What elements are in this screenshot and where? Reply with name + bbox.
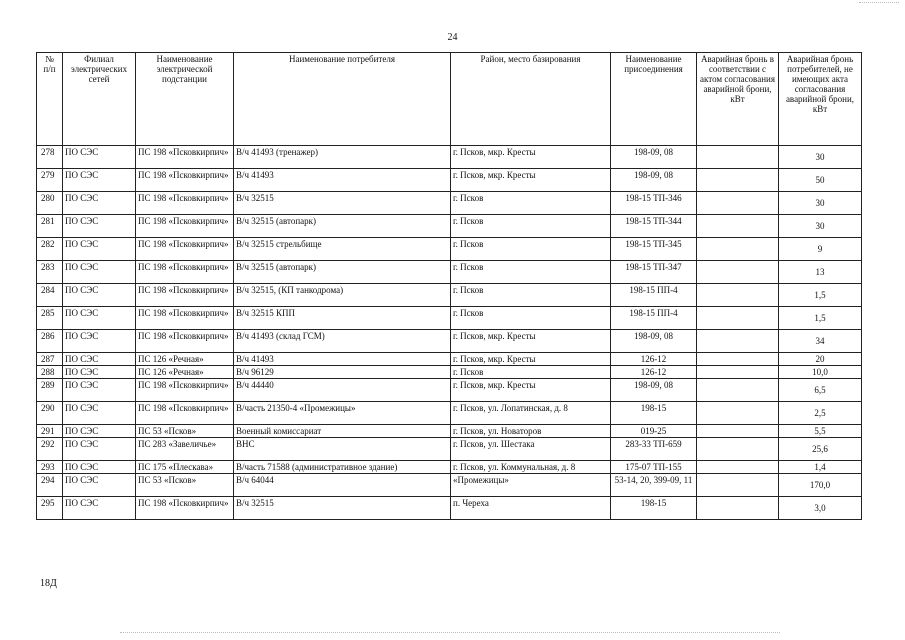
row-substation: ПС 198 «Псковкирпич»: [136, 402, 234, 425]
row-branch: ПО СЭС: [63, 366, 136, 379]
row-location: п. Череха: [451, 497, 611, 520]
row-number: 288: [37, 366, 63, 379]
table-header-row: [37, 53, 862, 146]
table-row: [37, 438, 862, 461]
row-location: г. Псков, ул. Лопатинская, д. 8: [451, 402, 611, 425]
table-row: [37, 461, 862, 474]
row-number: 289: [37, 379, 63, 402]
row-bron-act: [697, 474, 779, 497]
header-connection: Наименование присоединения: [611, 53, 697, 146]
row-consumer: В/ч 44440: [234, 379, 451, 402]
row-substation: ПС 198 «Псковкирпич»: [136, 307, 234, 330]
row-bron-noact: 3,0: [779, 497, 862, 520]
row-connection: 198-09, 08: [611, 146, 697, 169]
row-number: 278: [37, 146, 63, 169]
row-bron-act: [697, 497, 779, 520]
row-consumer: ВНС: [234, 438, 451, 461]
scan-artifact-bottom: [120, 632, 780, 633]
row-substation: ПС 198 «Псковкирпич»: [136, 261, 234, 284]
consumers-table: [36, 52, 862, 520]
row-bron-noact: 5,5: [779, 425, 862, 438]
row-branch: ПО СЭС: [63, 379, 136, 402]
row-connection: 198-15 ТП-344: [611, 215, 697, 238]
row-number: 283: [37, 261, 63, 284]
row-branch: ПО СЭС: [63, 146, 136, 169]
row-number: 291: [37, 425, 63, 438]
row-bron-noact: 30: [779, 192, 862, 215]
row-bron-noact: 170,0: [779, 474, 862, 497]
row-connection: 198-15 ПП-4: [611, 284, 697, 307]
table-row: [37, 330, 862, 353]
row-connection: 198-09, 08: [611, 169, 697, 192]
row-substation: ПС 53 «Псков»: [136, 425, 234, 438]
row-consumer: В/часть 21350-4 «Промежицы»: [234, 402, 451, 425]
row-branch: ПО СЭС: [63, 353, 136, 366]
row-branch: ПО СЭС: [63, 307, 136, 330]
header-bron-noact: Аварийная бронь потребителей, не имеющих акта согласования аварийной брони, кВт: [779, 53, 862, 146]
row-location: г. Псков, ул. Коммунальная, д. 8: [451, 461, 611, 474]
header-number: № п/п: [37, 53, 63, 146]
table-row: [37, 402, 862, 425]
row-location: г. Псков, мкр. Кресты: [451, 330, 611, 353]
row-consumer: В/ч 41493: [234, 353, 451, 366]
scan-artifact: [859, 2, 899, 3]
table-row: [37, 146, 862, 169]
row-substation: ПС 126 «Речная»: [136, 353, 234, 366]
row-bron-act: [697, 402, 779, 425]
row-location: г. Псков: [451, 284, 611, 307]
row-bron-act: [697, 169, 779, 192]
row-location: г. Псков: [451, 261, 611, 284]
row-substation: ПС 198 «Псковкирпич»: [136, 330, 234, 353]
table-row: [37, 379, 862, 402]
row-branch: ПО СЭС: [63, 261, 136, 284]
row-connection: 175-07 ТП-155: [611, 461, 697, 474]
row-bron-act: [697, 307, 779, 330]
row-number: 292: [37, 438, 63, 461]
row-number: 295: [37, 497, 63, 520]
row-substation: ПС 198 «Псковкирпич»: [136, 146, 234, 169]
row-branch: ПО СЭС: [63, 402, 136, 425]
row-bron-noact: 1,5: [779, 307, 862, 330]
row-bron-act: [697, 146, 779, 169]
row-number: 285: [37, 307, 63, 330]
row-branch: ПО СЭС: [63, 169, 136, 192]
row-bron-act: [697, 284, 779, 307]
row-number: 284: [37, 284, 63, 307]
row-bron-act: [697, 261, 779, 284]
row-branch: ПО СЭС: [63, 284, 136, 307]
row-connection: 126-12: [611, 366, 697, 379]
table-row: [37, 474, 862, 497]
table-row: [37, 284, 862, 307]
row-consumer: В/ч 32515 (автопарк): [234, 215, 451, 238]
row-consumer: В/ч 41493: [234, 169, 451, 192]
row-substation: ПС 198 «Псковкирпич»: [136, 169, 234, 192]
row-branch: ПО СЭС: [63, 461, 136, 474]
row-branch: ПО СЭС: [63, 425, 136, 438]
row-bron-noact: 30: [779, 146, 862, 169]
row-connection: 198-15 ТП-345: [611, 238, 697, 261]
row-number: 287: [37, 353, 63, 366]
row-bron-act: [697, 366, 779, 379]
row-number: 290: [37, 402, 63, 425]
row-branch: ПО СЭС: [63, 238, 136, 261]
table-row: [37, 238, 862, 261]
table-row: [37, 366, 862, 379]
row-bron-noact: 1,5: [779, 284, 862, 307]
row-location: г. Псков, ул. Новаторов: [451, 425, 611, 438]
row-connection: 198-15 ПП-4: [611, 307, 697, 330]
row-consumer: В/ч 96129: [234, 366, 451, 379]
row-bron-noact: 30: [779, 215, 862, 238]
row-bron-act: [697, 425, 779, 438]
row-substation: ПС 198 «Псковкирпич»: [136, 284, 234, 307]
row-location: г. Псков, мкр. Кресты: [451, 146, 611, 169]
row-substation: ПС 198 «Псковкирпич»: [136, 497, 234, 520]
row-substation: ПС 198 «Псковкирпич»: [136, 215, 234, 238]
row-bron-act: [697, 238, 779, 261]
row-location: г. Псков, ул. Шестака: [451, 438, 611, 461]
table-row: [37, 192, 862, 215]
table-row: [37, 307, 862, 330]
row-bron-noact: 50: [779, 169, 862, 192]
row-connection: 126-12: [611, 353, 697, 366]
table-row: [37, 497, 862, 520]
row-number: 280: [37, 192, 63, 215]
row-number: 281: [37, 215, 63, 238]
row-consumer: В/ч 32515, (КП танкодрома): [234, 284, 451, 307]
row-bron-act: [697, 353, 779, 366]
row-branch: ПО СЭС: [63, 474, 136, 497]
table-row: [37, 169, 862, 192]
row-consumer: В/ч 32515: [234, 497, 451, 520]
row-bron-noact: 1,4: [779, 461, 862, 474]
row-substation: ПС 53 «Псков»: [136, 474, 234, 497]
row-bron-noact: 13: [779, 261, 862, 284]
row-bron-noact: 9: [779, 238, 862, 261]
header-location: Район, место базирования: [451, 53, 611, 146]
page-number: 24: [447, 32, 458, 43]
row-connection: 198-15: [611, 402, 697, 425]
row-location: «Промежицы»: [451, 474, 611, 497]
row-bron-noact: 20: [779, 353, 862, 366]
row-connection: 198-15 ТП-346: [611, 192, 697, 215]
row-bron-noact: 2,5: [779, 402, 862, 425]
row-location: г. Псков, мкр. Кресты: [451, 379, 611, 402]
row-consumer: В/ч 32515 КПП: [234, 307, 451, 330]
row-substation: ПС 175 «Плескава»: [136, 461, 234, 474]
row-connection: 53-14, 20, 399-09, 11: [611, 474, 697, 497]
row-substation: ПС 198 «Псковкирпич»: [136, 379, 234, 402]
row-branch: ПО СЭС: [63, 438, 136, 461]
table-row: [37, 425, 862, 438]
row-substation: ПС 198 «Псковкирпич»: [136, 238, 234, 261]
row-consumer: В/ч 64044: [234, 474, 451, 497]
row-connection: 198-15: [611, 497, 697, 520]
row-connection: 283-33 ТП-659: [611, 438, 697, 461]
row-bron-noact: 6,5: [779, 379, 862, 402]
footer-code: 18Д: [40, 578, 57, 589]
row-bron-noact: 25,6: [779, 438, 862, 461]
row-bron-noact: 10,0: [779, 366, 862, 379]
row-bron-act: [697, 438, 779, 461]
row-location: г. Псков: [451, 215, 611, 238]
row-connection: 198-09, 08: [611, 330, 697, 353]
row-location: г. Псков, мкр. Кресты: [451, 169, 611, 192]
row-bron-act: [697, 215, 779, 238]
row-branch: ПО СЭС: [63, 192, 136, 215]
header-bron-act: Аварийная бронь в соответствии с актом согласования аварийной брони, кВт: [697, 53, 779, 146]
row-substation: ПС 198 «Псковкирпич»: [136, 192, 234, 215]
header-substation: Наименование электрической подстанции: [136, 53, 234, 146]
row-bron-act: [697, 379, 779, 402]
row-bron-act: [697, 461, 779, 474]
row-location: г. Псков, мкр. Кресты: [451, 353, 611, 366]
row-connection: 019-25: [611, 425, 697, 438]
row-number: 286: [37, 330, 63, 353]
row-number: 279: [37, 169, 63, 192]
row-consumer: В/ч 41493 (склад ГСМ): [234, 330, 451, 353]
row-consumer: Военный комиссариат: [234, 425, 451, 438]
row-consumer: В/ч 32515: [234, 192, 451, 215]
row-substation: ПС 126 «Речная»: [136, 366, 234, 379]
row-connection: 198-15 ТП-347: [611, 261, 697, 284]
row-consumer: В/часть 71588 (административное здание): [234, 461, 451, 474]
row-number: 293: [37, 461, 63, 474]
row-bron-act: [697, 192, 779, 215]
row-location: г. Псков: [451, 238, 611, 261]
row-consumer: В/ч 32515 стрельбище: [234, 238, 451, 261]
row-location: г. Псков: [451, 192, 611, 215]
table-row: [37, 353, 862, 366]
row-bron-act: [697, 330, 779, 353]
table-row: [37, 261, 862, 284]
row-location: г. Псков: [451, 366, 611, 379]
row-branch: ПО СЭС: [63, 215, 136, 238]
row-substation: ПС 283 «Завеличье»: [136, 438, 234, 461]
row-connection: 198-09, 08: [611, 379, 697, 402]
row-consumer: В/ч 32515 (автопарк): [234, 261, 451, 284]
row-branch: ПО СЭС: [63, 330, 136, 353]
row-number: 282: [37, 238, 63, 261]
row-consumer: В/ч 41493 (тренажер): [234, 146, 451, 169]
row-location: г. Псков: [451, 307, 611, 330]
table-row: [37, 215, 862, 238]
row-bron-noact: 34: [779, 330, 862, 353]
header-consumer: Наименование потребителя: [234, 53, 451, 146]
header-branch: Филиал электрических сетей: [63, 53, 136, 146]
row-number: 294: [37, 474, 63, 497]
row-branch: ПО СЭС: [63, 497, 136, 520]
